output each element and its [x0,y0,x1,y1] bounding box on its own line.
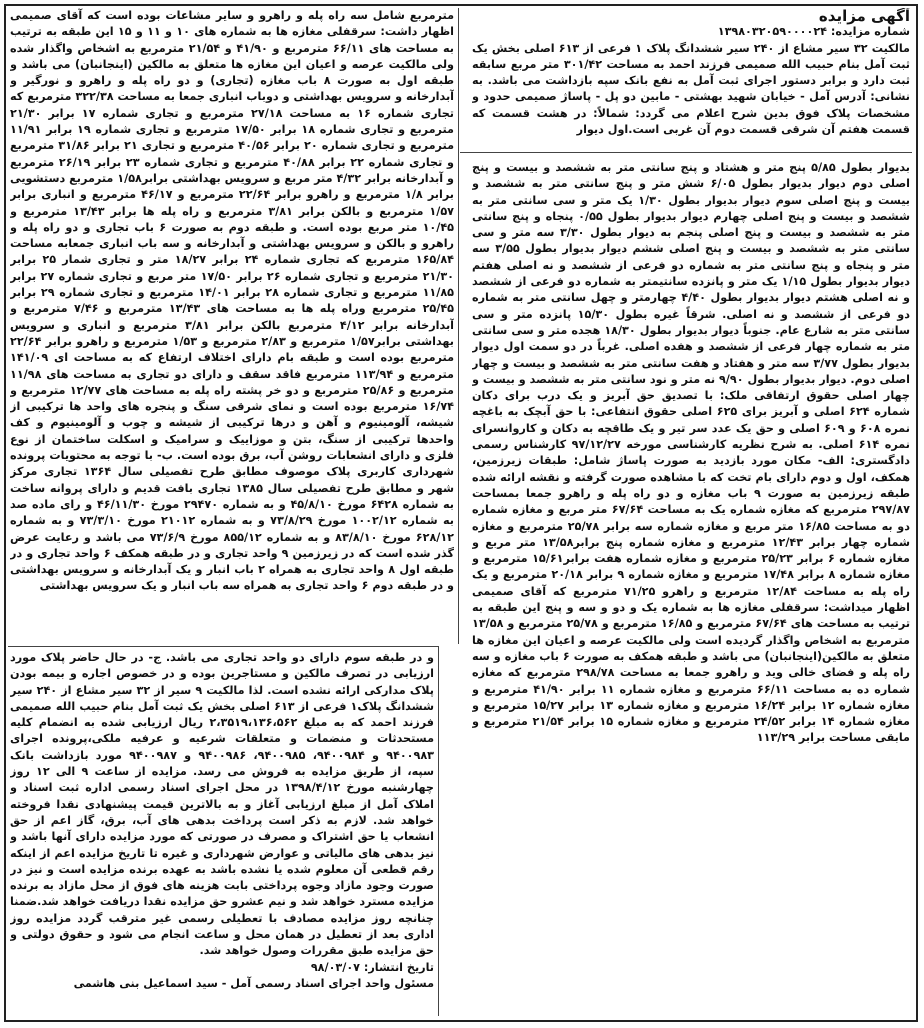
floor-details-column [10,8,454,644]
ownership-paragraph: مالکیت ۳۲ سیر مشاع از ۲۴۰ سیر ششدانگ پلاک ۱ فرعی از ۶۱۳ اصلی بخش یک ثبت آمل بنام حبیب الله صمیمی فرزند احمد به مساحت ۳۰۱/۴۲ متر مربع سابقه ثبت دارد و برابر دستور اجرای ثبت آمل به نفع بانک سپه بازداشت می باشد. به نشانی: آدرس آمل - خیابان شهید بهشتی - مابین دو پل - پاساژ صمیمی حدود و مشخصات پلاک فوق بدین شرح اعلام می گردد: شمالاً: در هشت قسمت که قسمت هفتم آن شرقی قسمت دوم آن غربی است.اول دیوار [472,41,910,137]
signature-line: مسئول واحد اجرای اسناد رسمی آمل - سید اسماعیل بنی هاشمی [73,976,434,990]
floor-details-paragraph: مترمربع شامل سه راه پله و راهرو و سایر مشاعات بوده است که آقای صمیمی اظهار داشت: سرقفلی مغازه ها به شماره های ۱۰ و ۱۱ و ۱۵ این طبقه به ترتیب به مساحت های ۶۶/۱۱ مترمربع و ۴۱/۹۰ و ۲۱/۵۴ مترمربع به اشخاص واگذار شده ولی مالکیت عرصه و اعیان این مغازه ها متعلق به مالکین (اینجانبان) می باشد و طبقه اول به صورت ۸ باب مغازه (تجاری) و دو راه پله و راهرو و نورگیر و آبدارخانه و سرویس بهداشتی و دوباب انباری جمعا به مساحت ۳۲۲/۳۸ مترمربع که تجاری شماره ۱۶ به مساحت ۲۷/۱۸ مترمربع و تجاری شماره ۱۷ برابر ۲۱/۳۰ مترمربع و تجاری شماره ۱۸ برابر ۱۷/۵۰ مترمربع و تجاری شماره ۱۹ برابر ۱۱/۹۱ مترمربع و تجاری شماره ۲۰ برابر ۴۰/۵۶ مترمربع و تجاری ۲۱ برابر ۳۱/۸۶ مترمربع و تجاری شماره ۲۲ برابر ۴۰/۸۸ مترمربع و تجاری شماره ۲۳ برابر ۲۶/۱۹ مترمربع و آبدارخانه برابر ۴/۳۲ متر مربع و سرویس بهداشتی برابر۱/۵۸ مترمربع دستشویی برابر ۱/۸ مترمربع و راهرو برابر ۲۲/۶۴ مترمربع و ۴۶/۱۷ مترمربع و انباری برابر ۱/۵۷ مترمربع و بالکن برابر ۳/۸۱ مترمربع و راه پله ها برابر ۱۳/۴۳ مترمربع و ۱۰/۴۵ متر مربع بوده است. و طبقه دوم به صورت ۶ باب تجاری و دو راه پله و راهرو و بالکن و سرویس بهداشتی و آبدارخانه و سه باب انباری جمعابه مساحت ۱۶۵/۸۴ مترمربع که تجاری شماره ۲۴ برابر ۱۸/۲۷ متر و تجاری شمار ۲۵ برابر ۲۱/۳۰ مترمربع و تجاری شماره ۲۶ برابر ۱۷/۵۰ متر مربع و تجاری شماره ۲۷ برابر ۱۱/۸۵ مترمربع و تجاری شماره ۲۸ برابر ۱۴/۰۱ مترمربع و تجاری شماره ۲۹ برابر ۲۵/۴۵ مترمربع وراه پله ها به مساحت های ۱۳/۴۳ مترمربع و ۷/۴۶ مترمربع و آبدارخانه برابر ۴/۱۲ مترمربع بالکن برابر ۳/۸۱ مترمربع و انباری و سرویس بهداشتی برابر۱/۵۷ مترمربع و ۲/۸۳ مترمربع و ۱/۵۳ مترمربع و راهرو برابر ۲۲/۶۴ مترمربع بوده است و طبقه بام دارای اختلاف ارتفاع که به مساحت ای ۱۴۱/۰۹ مترمربع و ۱۱۳/۹۴ مترمربع فاقد سقف و دارای دو تجاری به مساحت های ۱۱/۹۸ مترمربع و ۲۵/۸۶ مترمربع و دو خر پشته راه پله به مساحت های ۱۲/۷۷ مترمربع و ۱۶/۷۴ مترمربع بوده است و نمای شرقی سنگ و پنجره های واحد ها ترکیبی از شیشه، آلومینیوم و آهن و درها ترکیبی از شیشه و چوب و آلومینیوم و کف واحدها ترکیبی از سنگ، بتن و موزاییک و سرامیک و اسکلت ساختمان از نوع فلزی و دارای انشعابات روشن آب، برق بوده است. ب- با توجه به محتویات پرونده شهرداری کاربری پلاک موصوف مطابق طرح تفصیلی سال ۱۳۶۴ تجاری مرکز شهر و مطابق طرح تفصیلی سال ۱۳۸۵ تجاری بافت قدیم و دارای پروانه ساخت به شماره ۶۴۲۸ مورخ ۴۵/۸/۱۰ و به شماره ۲۹۴۷۰ مورخ ۴۶/۱۱/۳۰ و رای ماده صد به شماره ۱۰۰۲/۱۲ مورخ ۷۳/۸/۲۹ و به شماره ۲۱۰۱۲ مورخ ۷۳/۳/۱۰ و به شماره ۶۲۸/۱۲ مورخ ۸۳/۸/۱۰ و به شماره ۸۵۵/۱۲ مورخ ۷۳/۶/۹ می باشد و رعایت عرض گذر شده است که در زیرزمین ۹ واحد تجاری و در طبقه همکف ۶ واحد تجاری و در طبقه اول ۸ واحد تجاری به همراه ۲ باب انبار و یک آبدارخانه و سرویس بهداشتی و در طبقه دوم ۶ واحد تجاری به همراه سه باب انبار و یک سرویس بهداشتی [10,9,454,593]
notice-title: آگهی مزایده [818,8,910,25]
auction-terms-column [10,650,434,1010]
publication-date: تاریخ انتشار: ۹۸/۰۳/۰۷ [310,960,434,974]
section-divider [8,646,438,647]
boundaries-paragraph: بدیوار بطول ۵/۸۵ پنج متر و هشتاد و پنج سانتی متر به ششصد و بیست و پنج اصلی دوم دیوار بدیوار بطول ۶/۰۵ شش متر و پنج سانتی متر به ششصد و بیست و پنج اصلی سوم دیوار بدیوار بطول ۱/۳۰ یک متر و سی سانتی متر به ششصد و بیست و پنج اصلی چهارم دیوار بدیوار بطول ۰/۵۵ پنجاه و پنج سانتی متر به ششصد و بیست و پنج اصلی پنجم به دیوار بطول ۳/۳۰ سه متر و سی سانتی متر به ششصد و بیست و پنج اصلی ششم دیوار بدیوار بطول ۳/۵۵ سه متر و پنجاه و پنج سانتی متر به شماره دو فرعی از ششصد و نه اصلی هفتم دیوار بدیوار بطول ۱/۱۵ یک متر و پانزده سانتیمتر به شماره دو فرعی از ششصد و نه اصلی هشتم دیوار بدیوار بطول ۴/۴۰ چهارمتر و چهل سانتی متر به شماره دو فرعی از ششصد و نه اصلی. شرقاً غیره بطول ۱۵/۳۰ پانزده متر و سی سانتی متر به شارع عام. جنوباً دیوار بدیوار بطول ۱۸/۳۰ هجده متر و سی سانتی متر به شماره چهار فرعی از ششصد و هفده اصلی. غرباً در دو سمت اول دیوار بدیوار بطول ۳/۷۷ سه متر و هفتاد و هفت سانتی متر به ششصد و بیست و چهار اصلی دوم. دیوار بدیوار بطول ۹/۹۰ نه متر و نود سانتی متر به ششصد و بیست و چهار اصلی حقوق ارتفاقی ملک: با تصدیق حق آبریز و یک درب برای دکان شماره ۶۲۴ اصلی و آبریز برای ۶۲۵ اصلی حقوق انتفاعی: با حق آبچک به باغچه نمره ۶۰۸ و ۶۰۹ اصلی و حق یک عدد سر تیر و یک طاقچه به دکان و کاروانسرای نمره ۶۱۴ اصلی. به شرح نظریه کارشناسی مورخه ۹۷/۱۲/۲۷ کارشناس رسمی دادگستری: الف- مکان مورد بازدید به صورت پاساژ شامل: طبقات زیرزمین، همکف، اول و دوم دارای بام تخت که با مشاهده صورت گرفته و نقشه ارائه شده طبقه زیرزمین به صورت ۹ باب مغازه و دو راه پله و راهرو جمعا بمساحت ۲۹۷/۸۷ مترمربع که مغازه شماره یک به مساحت ۶۷/۶۴ متر مربع و مغازه شماره دو به مساحت ۱۶/۸۵ متر مربع و مغازه شماره سه برابر ۲۵/۷۸ مترمربع و مغازه شماره چهار برابر ۱۲/۴۳ مترمربع و مغازه شماره پنج برابر۱۳/۵۸ متر مربع و مغازه شماره ۶ برابر ۲۵/۲۳ مترمربع و مغازه شماره هفت برابر۱۵/۶۱ مترمربع و مغازه شماره ۸ برابر ۱۷/۴۸ مترمربع و مغازه شماره ۹ برابر ۲۰/۱۸ مترمربع و یک راه پله به مساحت ۱۲/۸۴ مترمربع و راهرو ۷۱/۲۵ مترمربع که آقای صمیمی اظهار میداشت: سرقفلی مغازه ها به شماره یک و دو و سه و پنج این طبقه به ترتیب به مساحت های ۶۷/۶۴ مترمربع و ۱۶/۸۵ مترمربع و ۲۵/۷۸ مترمربع و ۱۳/۵۸ مترمربع به اشخاص واگذار گردیده است ولی مالکیت عرصه و اعیان این مغازه ها متعلق به مالکین(اینجانبان) می باشد و طبقه همکف به صورت ۶ باب مغازه و سه راه پله و فضای خالی وید و راهرو جمعا به مساحت ۲۹۸/۷۸ مترمربع که مغازه شماره ده به مساحت ۶۶/۱۱ مترمربع و مغازه شماره ۱۱ برابر ۴۱/۹۰ مترمربع و مغازه شماره ۱۲ برابر ۱۶/۲۴ مترمربع و مغازه شماره ۱۳ برابر ۱۵/۲۷ مترمربع و مغازه شماره ۱۴ برابر ۲۴/۵۲ مترمربع و مغازه شماره ۱۵ برابر ۲۱/۵۴ مترمربع و مابقی مساحت برابر ۱۱۳/۲۹ [472,161,910,745]
auction-terms-paragraph: و در طبقه سوم دارای دو واحد تجاری می باشد. ج- در حال حاضر پلاک مورد ارزیابی در تصرف مالکین و مستاجرین بوده و در خصوص اجاره و بیمه بودن پلاک مدارکی ارائه نشده است. لذا مالکیت ۹ سیر از ۳۲ سیر مشاع از ۲۴۰ سیر ششدانگ پلاک۱ فرعی از ۶۱۳ اصلی بخش یک ثبت آمل بنام حبیب الله صمیمی فرزند احمد که به مبلغ ۲،۳۵۱۹،۱۳۶،۵۶۲ ریال ارزیابی شده به انضمام کلیه مستحدثات و منضمات و متعلقات شرعیه و عرفیه ملکی،پرونده اجرای ۹۴۰۰۹۸۳ و ۹۴۰۰۹۸۴، ۹۴۰۰۹۸۵، ۹۴۰۰۹۸۶ و ۹۴۰۰۹۸۷ مورد بازداشت بانک سپه، از طریق مزایده به فروش می رسد. مزایده از ساعت ۹ الی ۱۲ روز چهارشنبه مورخ ۱۳۹۸/۴/۱۲ در محل اجرای اسناد رسمی اداره ثبت اسناد و املاک آمل از مبلغ ارزیابی آغاز و به بالاترین قیمت پیشنهادی نقدا فروخته خواهد شد. لازم به ذکر است پرداخت بدهی های آب، برق، گاز اعم از حق انشعاب یا حق اشتراک و مصرف در صورتی که مورد مزایده دارای آنها باشد و نیز بدهی های مالیاتی و عوارض شهرداری و غیره تا تاریخ مزایده اعم از اینکه رقم قطعی آن معلوم شده یا نشده باشد به عهده برنده مزایده است و نیز در صورت وجود مازاد وجوه پرداختی بابت هزینه های فوق از محل مازاد به برنده مزایده مسترد خواهد شد و نیم عشرو حق مزایده نقدا دریافت خواهد شد.ضمنا چنانچه روز مزایده مصادف با تعطیلی رسمی غیر مترقب گردد مزایده روز اداری بعد از تعطیل در همان محل و ساعت انجام می شود و حقوق دولتی و حق مزایده طبق مقررات وصول خواهد شد. [10,651,434,958]
auction-number: شماره مزایده: ۱۳۹۸۰۳۲۰۵۹۰۰۰۰۲۴ [717,25,910,39]
notice-header-block [472,8,910,160]
column-divider [458,8,459,644]
column-divider-bottom [438,646,439,1016]
boundaries-and-appraisal-column [472,160,910,820]
